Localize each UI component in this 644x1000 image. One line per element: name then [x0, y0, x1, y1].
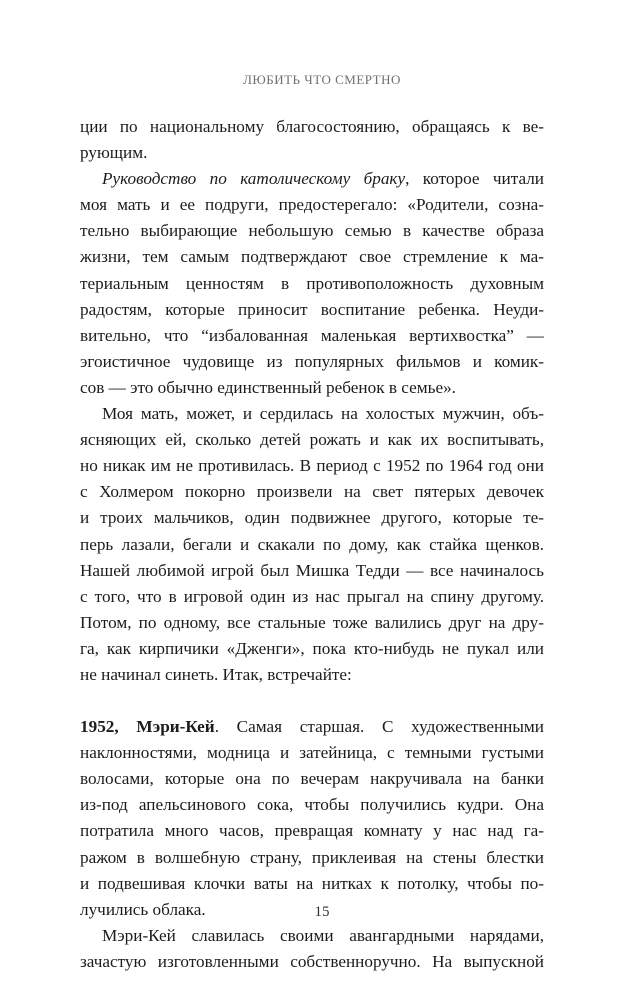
- text-line: с Холмером покорно произвели на свет пятерых девочек: [80, 482, 544, 502]
- text-line: вительно, что “избалованная маленькая вертихвостка” —: [80, 325, 544, 345]
- text-line: териальным ценностям в противоположность духовным: [80, 273, 544, 293]
- text-line: лучились облака.: [80, 899, 206, 919]
- section-gap: [80, 688, 544, 714]
- paragraph-1: [80, 114, 544, 166]
- text-line: [80, 714, 544, 740]
- text-line: зачастую изготовленными собственноручно. На выпускной: [80, 951, 544, 971]
- text-line: сов — это обычно единственный ребенок в семье».: [80, 377, 456, 397]
- paragraph-4: [80, 714, 544, 923]
- text-line: ражом в волшебную страну, приклеивая на стены блестки: [80, 847, 544, 867]
- text-line: радостям, которые приносит воспитание ребенка. Неуди-: [80, 299, 544, 319]
- text-line: из-под апельсинового сока, чтобы получились кудри. Она: [80, 795, 544, 815]
- paragraph-3: [80, 401, 544, 688]
- text-run: . Самая старшая. С художественными: [214, 717, 544, 737]
- text-line: перь лазали, бегали и скакали по дому, как стайка щенков.: [80, 534, 544, 554]
- paragraph-5: [80, 923, 544, 975]
- text-line: Нашей любимой игрой был Мишка Тедди — все начиналось: [80, 560, 544, 580]
- text-line: ясняющих ей, сколько детей рожать и как их воспитывать,: [80, 430, 544, 450]
- text-line: не начинал синеть. Итак, встречайте:: [80, 664, 352, 684]
- page-number: 15: [314, 904, 330, 920]
- text-line: эгоистичное чудовище из популярных фильмов и комик-: [80, 351, 544, 371]
- running-head: ЛЮБИТЬ ЧТО СМЕРТНО: [243, 72, 401, 87]
- text-line: наклонностями, модница и затейница, с темными густыми: [80, 743, 544, 763]
- text-line: Потом, по одному, все стальные тоже валились друг на дру-: [80, 612, 544, 632]
- text-line: [80, 166, 544, 192]
- text-line: тельно выбирающие небольшую семью в качестве образа: [80, 221, 544, 241]
- body-text: [80, 114, 544, 975]
- text-line: потратила много часов, превращая комнату у нас над га-: [80, 821, 544, 841]
- text-line: рующим.: [80, 143, 148, 163]
- text-line: Мэри-Кей славилась своими авангардными нарядами,: [102, 925, 544, 945]
- text-line: с того, что в игровой один из нас прыгал на спину другому.: [80, 586, 544, 606]
- text-line: и подвешивая клочки ваты на нитках к потолку, чтобы по-: [80, 873, 544, 893]
- text-line: га, как кирпичики «Дженги», пока кто-нибудь не пукал или: [80, 638, 544, 658]
- text-line: Моя мать, может, и сердилась на холостых мужчин, объ-: [102, 404, 544, 424]
- paragraph-2: [80, 166, 544, 401]
- text-line: жизни, тем самым подтверждают свое стремление к ма-: [80, 247, 544, 267]
- text-line: ции по национальному благосостоянию, обращаясь к ве-: [80, 117, 544, 136]
- book-title: Руководство по католическому браку: [102, 169, 406, 189]
- text-line: волосами, которые она по вечерам накручивала на банки: [80, 769, 544, 789]
- text-line: и троих мальчиков, один подвижнее другого, которые те-: [80, 508, 544, 528]
- text-line: но никак им не противилась. В период с 1952 по 1964 год они: [80, 456, 544, 476]
- text-line: моя мать и ее подруги, предостерегало: «Родители, созна-: [80, 195, 544, 215]
- entry-heading: 1952, Мэри-Кей: [80, 717, 215, 737]
- text-run: , которое читали: [405, 169, 544, 189]
